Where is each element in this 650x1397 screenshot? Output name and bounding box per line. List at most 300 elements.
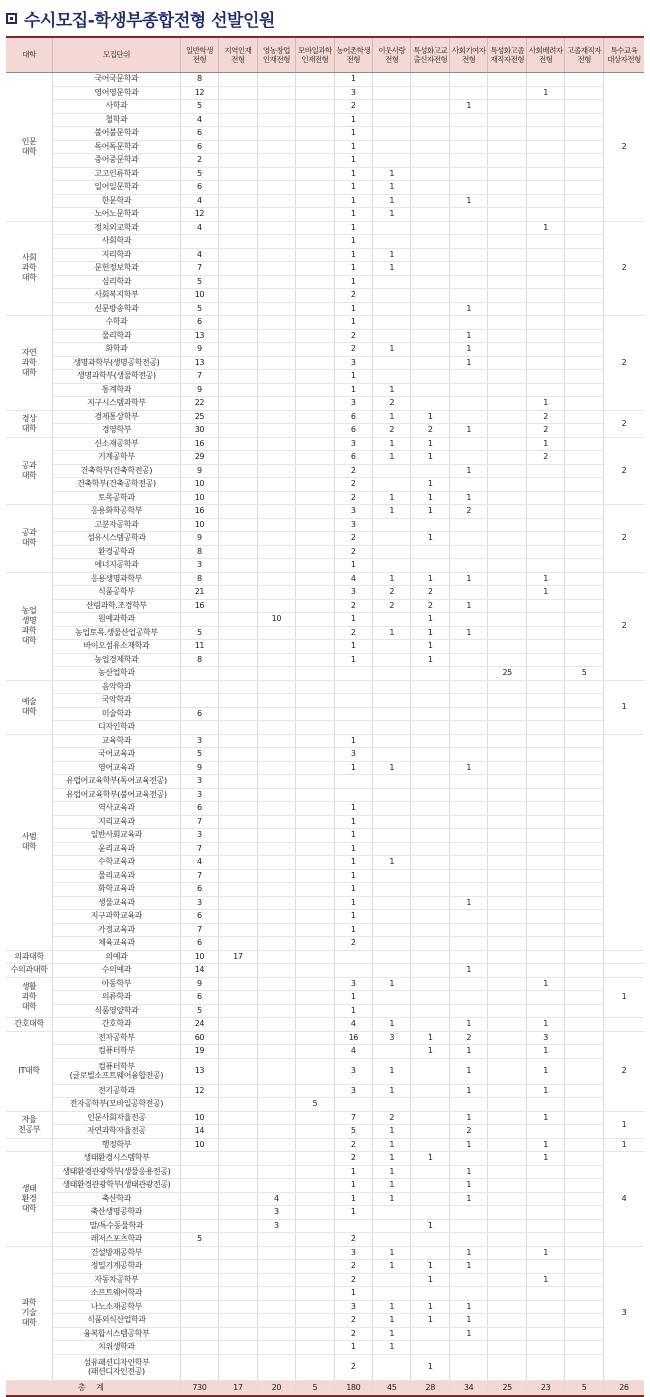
- count-cell: [257, 248, 295, 262]
- count-cell: [219, 1192, 257, 1206]
- department-cell: 윤리교육과: [53, 842, 181, 856]
- count-cell: [526, 154, 564, 168]
- count-cell: [257, 1045, 295, 1059]
- count-cell: [449, 370, 487, 384]
- total-value-cell: 28: [411, 1380, 449, 1396]
- count-cell: 2: [334, 1314, 372, 1328]
- count-cell: 4: [334, 1018, 372, 1032]
- count-cell: [219, 788, 257, 802]
- count-cell: [411, 113, 449, 127]
- count-cell: 7: [180, 815, 218, 829]
- count-cell: 2: [411, 599, 449, 613]
- count-cell: [257, 181, 295, 195]
- count-cell: [411, 370, 449, 384]
- count-cell: [526, 1260, 564, 1274]
- count-cell: [526, 1233, 564, 1247]
- total-value-cell: 20: [257, 1380, 295, 1396]
- count-cell: [257, 748, 295, 762]
- count-cell: 1: [411, 613, 449, 627]
- count-cell: [257, 154, 295, 168]
- count-cell: 1: [411, 505, 449, 519]
- count-cell: 1: [373, 1138, 411, 1152]
- count-cell: [296, 977, 334, 991]
- count-cell: [296, 964, 334, 978]
- count-cell: [257, 1179, 295, 1193]
- header-cell: 특수교육 대상자전형: [603, 37, 644, 73]
- count-cell: [565, 748, 603, 762]
- count-cell: [296, 1206, 334, 1220]
- count-cell: [257, 73, 295, 87]
- count-cell: [219, 802, 257, 816]
- count-cell: 1: [411, 1260, 449, 1274]
- table-row: [6, 424, 644, 438]
- special-cell: 2: [603, 505, 644, 573]
- header-cell: 지역인재 전형: [219, 37, 257, 73]
- count-cell: 1: [373, 1260, 411, 1274]
- count-cell: [526, 356, 564, 370]
- count-cell: 1: [449, 1111, 487, 1125]
- count-cell: 13: [180, 356, 218, 370]
- count-cell: [411, 100, 449, 114]
- table-row: [6, 370, 644, 384]
- count-cell: [526, 181, 564, 195]
- table-row: [6, 1206, 644, 1220]
- department-cell: 전기공학과: [53, 1084, 181, 1098]
- count-cell: [373, 316, 411, 330]
- table-row: [6, 950, 644, 964]
- header-cell: 모바일과학 인재전형: [296, 37, 334, 73]
- department-cell: 철학과: [53, 113, 181, 127]
- count-cell: 30: [180, 424, 218, 438]
- table-row: [6, 1045, 644, 1059]
- count-cell: [565, 1273, 603, 1287]
- count-cell: [296, 464, 334, 478]
- table-row: [6, 991, 644, 1005]
- count-cell: [488, 343, 526, 357]
- count-cell: [219, 761, 257, 775]
- count-cell: 10: [180, 518, 218, 532]
- count-cell: 2: [334, 1260, 372, 1274]
- department-cell: 소프트웨어학과: [53, 1287, 181, 1301]
- count-cell: [526, 208, 564, 222]
- count-cell: [526, 518, 564, 532]
- total-value-cell: 5: [565, 1380, 603, 1396]
- count-cell: [373, 815, 411, 829]
- count-cell: [296, 1031, 334, 1045]
- count-cell: 2: [373, 424, 411, 438]
- count-cell: 1: [526, 1111, 564, 1125]
- count-cell: 2: [526, 451, 564, 465]
- count-cell: [526, 707, 564, 721]
- count-cell: [411, 356, 449, 370]
- count-cell: [373, 1233, 411, 1247]
- table-row: [6, 410, 644, 424]
- count-cell: [296, 950, 334, 964]
- count-cell: [449, 842, 487, 856]
- count-cell: [526, 1165, 564, 1179]
- department-cell: 융복합시스템공학부: [53, 1327, 181, 1341]
- count-cell: [219, 235, 257, 249]
- table-row: [6, 1287, 644, 1301]
- count-cell: 5: [180, 1233, 218, 1247]
- count-cell: [526, 248, 564, 262]
- count-cell: [219, 1206, 257, 1220]
- count-cell: 1: [526, 1084, 564, 1098]
- count-cell: [373, 613, 411, 627]
- count-cell: [488, 1084, 526, 1098]
- count-cell: 6: [180, 802, 218, 816]
- count-cell: [526, 1179, 564, 1193]
- count-cell: [219, 1219, 257, 1233]
- count-cell: [526, 275, 564, 289]
- count-cell: 12: [180, 86, 218, 100]
- count-cell: [296, 910, 334, 924]
- count-cell: [565, 1111, 603, 1125]
- count-cell: [257, 451, 295, 465]
- count-cell: [180, 1327, 218, 1341]
- count-cell: [488, 505, 526, 519]
- table-row: [6, 1341, 644, 1355]
- count-cell: [180, 1260, 218, 1274]
- count-cell: 6: [180, 991, 218, 1005]
- count-cell: [565, 761, 603, 775]
- count-cell: [257, 802, 295, 816]
- count-cell: [411, 316, 449, 330]
- count-cell: [526, 680, 564, 694]
- count-cell: [488, 383, 526, 397]
- department-cell: 유럽어교육학부(독어교육전공): [53, 775, 181, 789]
- count-cell: [449, 1098, 487, 1112]
- count-cell: 5: [180, 275, 218, 289]
- count-cell: [219, 721, 257, 735]
- count-cell: [565, 154, 603, 168]
- count-cell: 1: [411, 626, 449, 640]
- count-cell: [296, 896, 334, 910]
- count-cell: 1: [334, 302, 372, 316]
- count-cell: 3: [334, 86, 372, 100]
- total-value-cell: 17: [219, 1380, 257, 1396]
- department-cell: 환경공학과: [53, 545, 181, 559]
- header-cell: 고졸재직자 전형: [565, 37, 603, 73]
- count-cell: [565, 599, 603, 613]
- count-cell: 1: [373, 1084, 411, 1098]
- count-cell: [526, 653, 564, 667]
- count-cell: [488, 100, 526, 114]
- department-cell: 생물교육과: [53, 896, 181, 910]
- square-bullet-icon: [6, 13, 17, 24]
- count-cell: 3: [257, 1219, 295, 1233]
- count-cell: [373, 532, 411, 546]
- count-cell: [219, 1031, 257, 1045]
- count-cell: [296, 1341, 334, 1355]
- special-cell: 2: [603, 73, 644, 222]
- count-cell: [411, 923, 449, 937]
- count-cell: [296, 491, 334, 505]
- count-cell: [219, 680, 257, 694]
- count-cell: 1: [411, 1031, 449, 1045]
- department-cell: 독어독문학과: [53, 140, 181, 154]
- count-cell: [488, 1354, 526, 1380]
- count-cell: [411, 127, 449, 141]
- count-cell: [488, 1327, 526, 1341]
- count-cell: 1: [334, 1341, 372, 1355]
- department-cell: 간호학과: [53, 1018, 181, 1032]
- table-row: [6, 667, 644, 681]
- page-title: 수시모집-학생부종합전형 선발인원: [24, 10, 275, 31]
- count-cell: [449, 478, 487, 492]
- count-cell: [526, 923, 564, 937]
- count-cell: [565, 964, 603, 978]
- count-cell: 24: [180, 1018, 218, 1032]
- table-row: [6, 181, 644, 195]
- count-cell: 2: [334, 1233, 372, 1247]
- count-cell: [488, 1341, 526, 1355]
- count-cell: [219, 100, 257, 114]
- count-cell: 1: [526, 1045, 564, 1059]
- count-cell: 1: [373, 451, 411, 465]
- count-cell: [411, 343, 449, 357]
- count-cell: [296, 856, 334, 870]
- count-cell: [449, 1206, 487, 1220]
- count-cell: [488, 950, 526, 964]
- count-cell: [373, 680, 411, 694]
- count-cell: 8: [180, 572, 218, 586]
- count-cell: 2: [526, 410, 564, 424]
- count-cell: [296, 1152, 334, 1166]
- count-cell: 1: [334, 1165, 372, 1179]
- count-cell: [488, 113, 526, 127]
- header-cell: 일반학생 전형: [180, 37, 218, 73]
- count-cell: [411, 262, 449, 276]
- count-cell: 1: [411, 478, 449, 492]
- count-cell: [449, 397, 487, 411]
- title-bar: [0, 0, 650, 36]
- count-cell: [488, 221, 526, 235]
- count-cell: [296, 1179, 334, 1193]
- count-cell: [373, 653, 411, 667]
- count-cell: [411, 748, 449, 762]
- count-cell: [526, 73, 564, 87]
- count-cell: [219, 1045, 257, 1059]
- count-cell: 3: [334, 1246, 372, 1260]
- count-cell: 9: [180, 977, 218, 991]
- count-cell: 1: [411, 491, 449, 505]
- count-cell: [565, 127, 603, 141]
- count-cell: [219, 667, 257, 681]
- count-cell: 14: [180, 964, 218, 978]
- count-cell: 2: [334, 1327, 372, 1341]
- count-cell: [449, 815, 487, 829]
- department-cell: 사학과: [53, 100, 181, 114]
- table-row: [6, 761, 644, 775]
- count-cell: 2: [373, 1111, 411, 1125]
- count-cell: [296, 599, 334, 613]
- count-cell: [565, 397, 603, 411]
- count-cell: [257, 289, 295, 303]
- department-cell: 통계학과: [53, 383, 181, 397]
- count-cell: [296, 761, 334, 775]
- header-cell: 영농창업 인재전형: [257, 37, 295, 73]
- department-cell: 식품외식산업학과: [53, 1314, 181, 1328]
- count-cell: [296, 1111, 334, 1125]
- count-cell: [565, 505, 603, 519]
- table-row: [6, 518, 644, 532]
- count-cell: [411, 667, 449, 681]
- college-cell: 자연 과학 대학: [6, 316, 53, 411]
- count-cell: [488, 437, 526, 451]
- count-cell: [257, 1300, 295, 1314]
- count-cell: 2: [334, 1273, 372, 1287]
- count-cell: 4: [180, 248, 218, 262]
- count-cell: [449, 86, 487, 100]
- table-row: [6, 626, 644, 640]
- count-cell: 2: [334, 599, 372, 613]
- table-row: [6, 613, 644, 627]
- count-cell: [488, 1300, 526, 1314]
- count-cell: 1: [373, 856, 411, 870]
- count-cell: [219, 248, 257, 262]
- count-cell: [411, 1246, 449, 1260]
- count-cell: 5: [180, 100, 218, 114]
- department-cell: 일어일문학과: [53, 181, 181, 195]
- count-cell: [257, 1287, 295, 1301]
- count-cell: [488, 397, 526, 411]
- header-cell: 이웃사랑 전형: [373, 37, 411, 73]
- count-cell: [565, 680, 603, 694]
- department-cell: 영어영문학과: [53, 86, 181, 100]
- department-cell: 의예과: [53, 950, 181, 964]
- department-cell: 한문학과: [53, 194, 181, 208]
- count-cell: 3: [180, 896, 218, 910]
- department-cell: 생태환경시스템학부: [53, 1152, 181, 1166]
- count-cell: 1: [526, 221, 564, 235]
- count-cell: [296, 316, 334, 330]
- count-cell: 1: [373, 572, 411, 586]
- count-cell: 1: [373, 1152, 411, 1166]
- count-cell: [565, 977, 603, 991]
- count-cell: 3: [334, 748, 372, 762]
- count-cell: [411, 1327, 449, 1341]
- count-cell: [565, 248, 603, 262]
- count-cell: [257, 1111, 295, 1125]
- count-cell: [565, 694, 603, 708]
- count-cell: 5: [180, 167, 218, 181]
- count-cell: [219, 1260, 257, 1274]
- count-cell: [373, 329, 411, 343]
- count-cell: 2: [334, 1354, 372, 1380]
- count-cell: 1: [449, 572, 487, 586]
- department-cell: 문헌정보학과: [53, 262, 181, 276]
- department-cell: 경제통상학부: [53, 410, 181, 424]
- count-cell: 1: [449, 1192, 487, 1206]
- count-cell: [526, 113, 564, 127]
- department-cell: 역사교육과: [53, 802, 181, 816]
- count-cell: 2: [373, 599, 411, 613]
- table-row: [6, 883, 644, 897]
- count-cell: [488, 127, 526, 141]
- count-cell: [219, 599, 257, 613]
- count-cell: [296, 613, 334, 627]
- table-row: [6, 869, 644, 883]
- count-cell: [257, 1327, 295, 1341]
- department-cell: 수학과: [53, 316, 181, 330]
- count-cell: 9: [180, 464, 218, 478]
- count-cell: [257, 478, 295, 492]
- count-cell: [526, 883, 564, 897]
- table-row: [6, 1111, 644, 1125]
- count-cell: 3: [334, 437, 372, 451]
- count-cell: [565, 545, 603, 559]
- count-cell: [219, 896, 257, 910]
- count-cell: [488, 356, 526, 370]
- count-cell: 8: [180, 653, 218, 667]
- count-cell: [257, 1341, 295, 1355]
- count-cell: [219, 329, 257, 343]
- department-cell: 생태환경관광학부(생태관광전공): [53, 1179, 181, 1193]
- count-cell: 1: [334, 154, 372, 168]
- count-cell: [488, 937, 526, 951]
- count-cell: 1: [411, 572, 449, 586]
- college-cell: 예술 대학: [6, 680, 53, 734]
- count-cell: [526, 829, 564, 843]
- table-row: [6, 1125, 644, 1139]
- special-cell: 1: [603, 1111, 644, 1138]
- count-cell: 1: [449, 599, 487, 613]
- count-cell: [411, 1098, 449, 1112]
- count-cell: [180, 1152, 218, 1166]
- count-cell: [565, 1138, 603, 1152]
- count-cell: [565, 1327, 603, 1341]
- count-cell: 1: [449, 302, 487, 316]
- count-cell: 2: [334, 289, 372, 303]
- count-cell: [488, 775, 526, 789]
- total-value-cell: 180: [334, 1380, 372, 1396]
- count-cell: [373, 275, 411, 289]
- college-cell: 의과대학: [6, 950, 53, 964]
- count-cell: [296, 1273, 334, 1287]
- table-row: [6, 896, 644, 910]
- department-cell: 전자공학부: [53, 1031, 181, 1045]
- count-cell: [565, 613, 603, 627]
- count-cell: [565, 1219, 603, 1233]
- count-cell: [526, 1098, 564, 1112]
- count-cell: [565, 464, 603, 478]
- count-cell: 7: [180, 262, 218, 276]
- count-cell: 2: [449, 1031, 487, 1045]
- table-row: [6, 694, 644, 708]
- count-cell: 1: [449, 1138, 487, 1152]
- count-cell: 1: [373, 1179, 411, 1193]
- count-cell: [296, 707, 334, 721]
- department-cell: 국어교육과: [53, 748, 181, 762]
- count-cell: [219, 1004, 257, 1018]
- count-cell: [565, 491, 603, 505]
- count-cell: [488, 1045, 526, 1059]
- count-cell: [219, 613, 257, 627]
- count-cell: [565, 815, 603, 829]
- count-cell: [296, 545, 334, 559]
- table-row: [6, 140, 644, 154]
- count-cell: [449, 950, 487, 964]
- count-cell: [449, 113, 487, 127]
- count-cell: [219, 653, 257, 667]
- count-cell: 2: [411, 586, 449, 600]
- count-cell: 1: [373, 262, 411, 276]
- count-cell: [257, 262, 295, 276]
- count-cell: [488, 896, 526, 910]
- count-cell: [449, 181, 487, 195]
- count-cell: [449, 680, 487, 694]
